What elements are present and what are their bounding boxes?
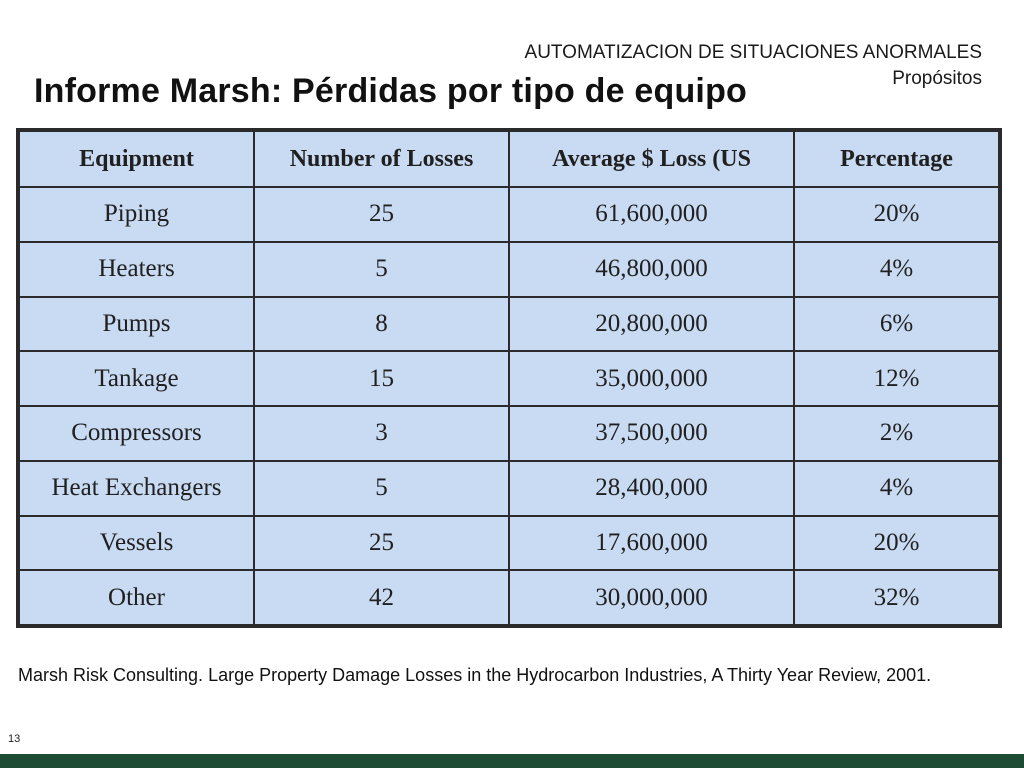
cell-equipment: Heat Exchangers [19,461,254,516]
cell-equipment: Piping [19,187,254,242]
header-line-2: Propósitos [892,68,982,89]
cell-average-loss: 20,800,000 [509,297,794,352]
cell-percentage: 6% [794,297,999,352]
table-row [19,242,999,297]
table-header-row [19,131,999,187]
cell-average-loss: 61,600,000 [509,187,794,242]
cell-percentage: 4% [794,242,999,297]
column-header-percentage: Percentage [794,131,999,187]
losses-table [18,130,1000,626]
cell-average-loss: 35,000,000 [509,351,794,406]
cell-percentage: 20% [794,516,999,571]
cell-percentage: 2% [794,406,999,461]
header-line-1: AUTOMATIZACION DE SITUACIONES ANORMALES [524,42,982,63]
slide-title: Informe Marsh: Pérdidas por tipo de equipo [34,72,748,110]
column-header-average-loss: Average $ Loss (US [509,131,794,187]
cell-number-of-losses: 3 [254,406,509,461]
cell-percentage: 4% [794,461,999,516]
footer-bar [0,754,1024,768]
table-row [19,297,999,352]
table-row [19,351,999,406]
losses-table-container [16,128,1002,628]
table-row [19,187,999,242]
cell-number-of-losses: 8 [254,297,509,352]
table-row [19,570,999,625]
cell-average-loss: 46,800,000 [509,242,794,297]
column-header-number-of-losses: Number of Losses [254,131,509,187]
cell-average-loss: 37,500,000 [509,406,794,461]
cell-average-loss: 17,600,000 [509,516,794,571]
cell-number-of-losses: 5 [254,461,509,516]
cell-equipment: Tankage [19,351,254,406]
cell-average-loss: 28,400,000 [509,461,794,516]
source-citation: Marsh Risk Consulting. Large Property Damage Losses in the Hydrocarbon Industries, A Thirty Year Review, 2001. [18,665,932,685]
page-number: 13 [8,733,21,745]
column-header-equipment: Equipment [19,131,254,187]
cell-equipment: Heaters [19,242,254,297]
cell-equipment: Vessels [19,516,254,571]
cell-number-of-losses: 42 [254,570,509,625]
cell-percentage: 32% [794,570,999,625]
cell-equipment: Compressors [19,406,254,461]
cell-equipment: Other [19,570,254,625]
cell-equipment: Pumps [19,297,254,352]
cell-percentage: 12% [794,351,999,406]
cell-number-of-losses: 25 [254,516,509,571]
cell-number-of-losses: 5 [254,242,509,297]
cell-percentage: 20% [794,187,999,242]
table-row [19,516,999,571]
table-row [19,461,999,516]
cell-average-loss: 30,000,000 [509,570,794,625]
table-row [19,406,999,461]
cell-number-of-losses: 15 [254,351,509,406]
cell-number-of-losses: 25 [254,187,509,242]
